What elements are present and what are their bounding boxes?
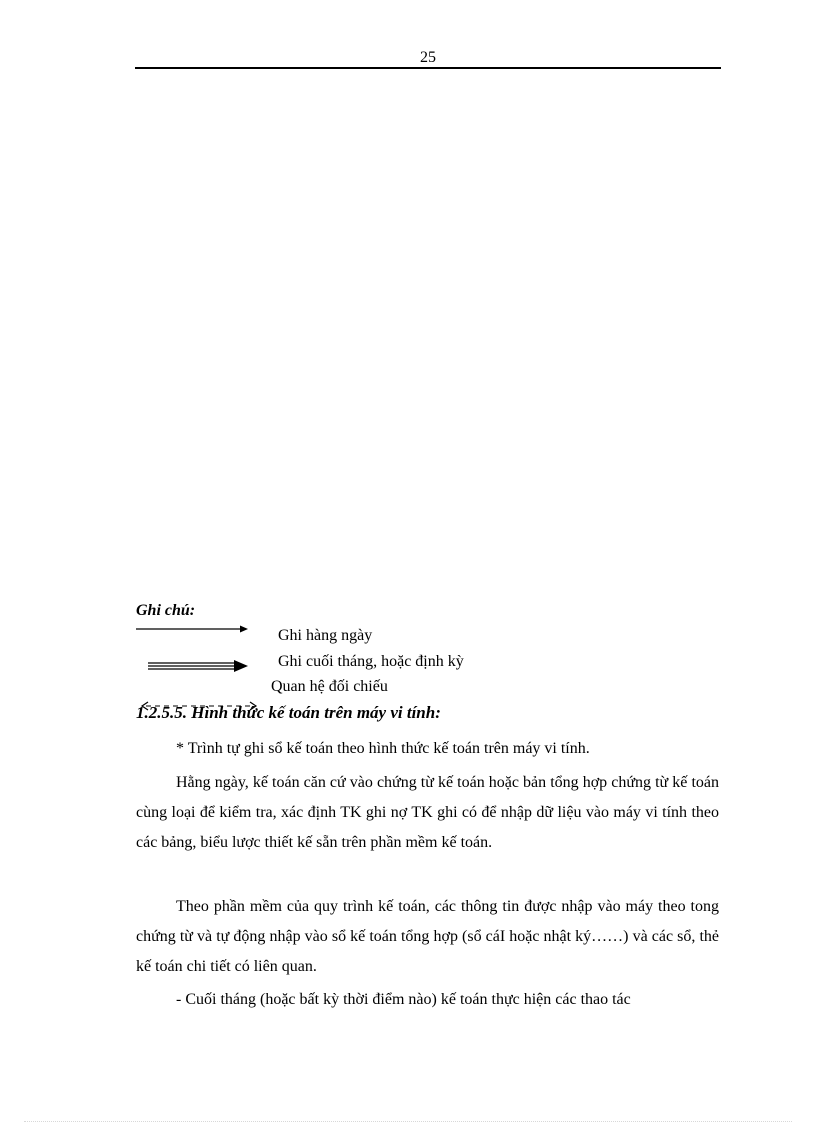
legend-label-daily: Ghi hàng ngày — [278, 627, 373, 644]
paragraph-1: * Trình tự ghi sổ kế toán theo hình thức kế toán trên máy vi tính. — [176, 740, 590, 757]
paragraph-3: Theo phần mềm của quy trình kế toán, các thông tin được nhập vào máy theo tong chứng từ và tự động nhập vào sổ kế toán tổng hợp (sổ cáI hoặc nhật ký……) và các sổ, thẻ kế toán chi tiết có liên quan. — [136, 898, 719, 975]
paragraph-2: Hằng ngày, kế toán căn cứ vào chứng từ kế toán hoặc bản tổng hợp chứng từ kế toán cùng loại để kiểm tra, xác định TK ghi nợ TK ghi có để nhập dữ liệu vào máy vi tính theo các bảng, biểu lược thiết kế sẵn trên phần mềm kế toán. — [136, 774, 719, 851]
single-arrow-icon — [136, 623, 248, 635]
legend-label-monthly: Ghi cuối tháng, hoặc định kỳ — [278, 653, 464, 670]
section-heading: 1.2.5.5. Hình thức kế toán trên máy vi tính: — [136, 703, 441, 722]
notes-title: Ghi chú: — [136, 602, 196, 619]
header-rule — [135, 67, 721, 69]
paragraph-4: - Cuối tháng (hoặc bất kỳ thời điểm nào) kế toán thực hiện các thao tác — [176, 991, 631, 1008]
page-bottom-border — [24, 1121, 792, 1122]
legend-label-reconcile: Quan hệ đối chiếu — [271, 678, 388, 695]
page-number: 25 — [420, 49, 436, 66]
double-arrow-icon — [136, 658, 248, 674]
